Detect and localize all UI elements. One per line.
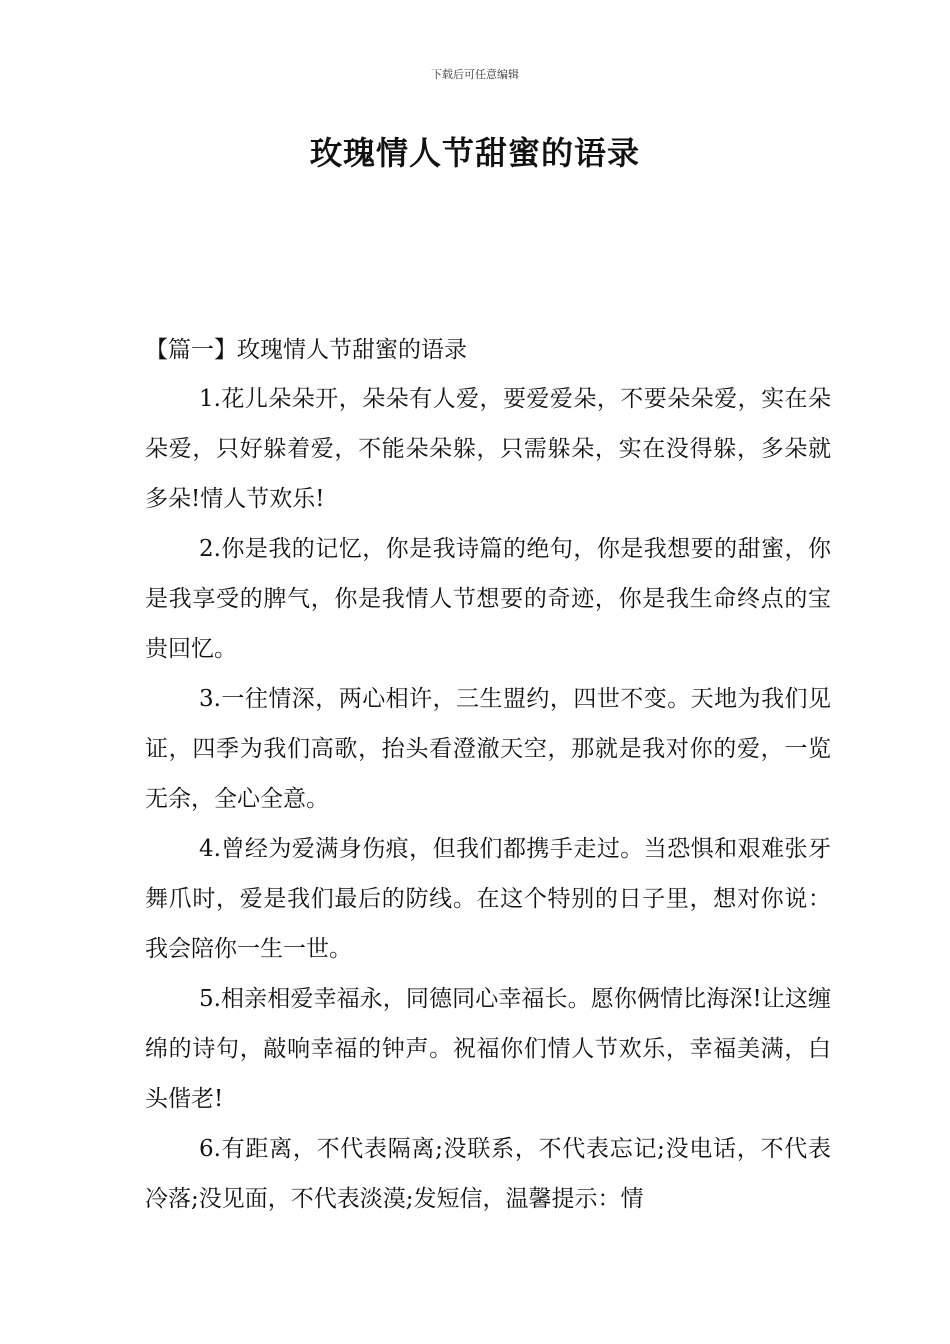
paragraph-5: 5.相亲相爱幸福永，同德同心幸福长。愿你俩情比海深!让这缠绵的诗句，敲响幸福的钟声。祝福你们情人节欢乐，幸福美满，白头偕老!: [145, 986, 831, 1112]
section-heading: 【篇一】玫瑰情人节甜蜜的语录: [145, 337, 467, 363]
document-body: [145, 326, 831, 1224]
document-title: 玫瑰情人节甜蜜的语录: [309, 134, 640, 172]
paragraph-3: 3.一往情深，两心相许，三生盟约，四世不变。天地为我们见证，四季为我们高歌，抬头看澄澈天空，那就是我对你的爱，一览无余，全心全意。: [145, 686, 831, 812]
paragraph-2: 2.你是我的记忆，你是我诗篇的绝句，你是我想要的甜蜜，你是我享受的脾气，你是我情人节想要的奇迹，你是我生命终点的宝贵回忆。: [145, 536, 831, 662]
header-note: 下载后可任意编辑: [431, 68, 519, 81]
paragraph-4: 4.曾经为爱满身伤痕，但我们都携手走过。当恐惧和艰难张牙舞爪时，爱是我们最后的防线。在这个特别的日子里，想对你说：我会陪你一生一世。: [145, 836, 831, 962]
paragraph-1: 1.花儿朵朵开，朵朵有人爱，要爱爱朵，不要朵朵爱，实在朵朵爱，只好躲着爱，不能朵朵躲，只需躲朵，实在没得躲，多朵就多朵!情人节欢乐!: [145, 386, 831, 512]
paragraph-6: 6.有距离，不代表隔离;没联系，不代表忘记;没电话，不代表冷落;没见面，不代表淡漠;发短信，温馨提示：情: [145, 1136, 831, 1212]
